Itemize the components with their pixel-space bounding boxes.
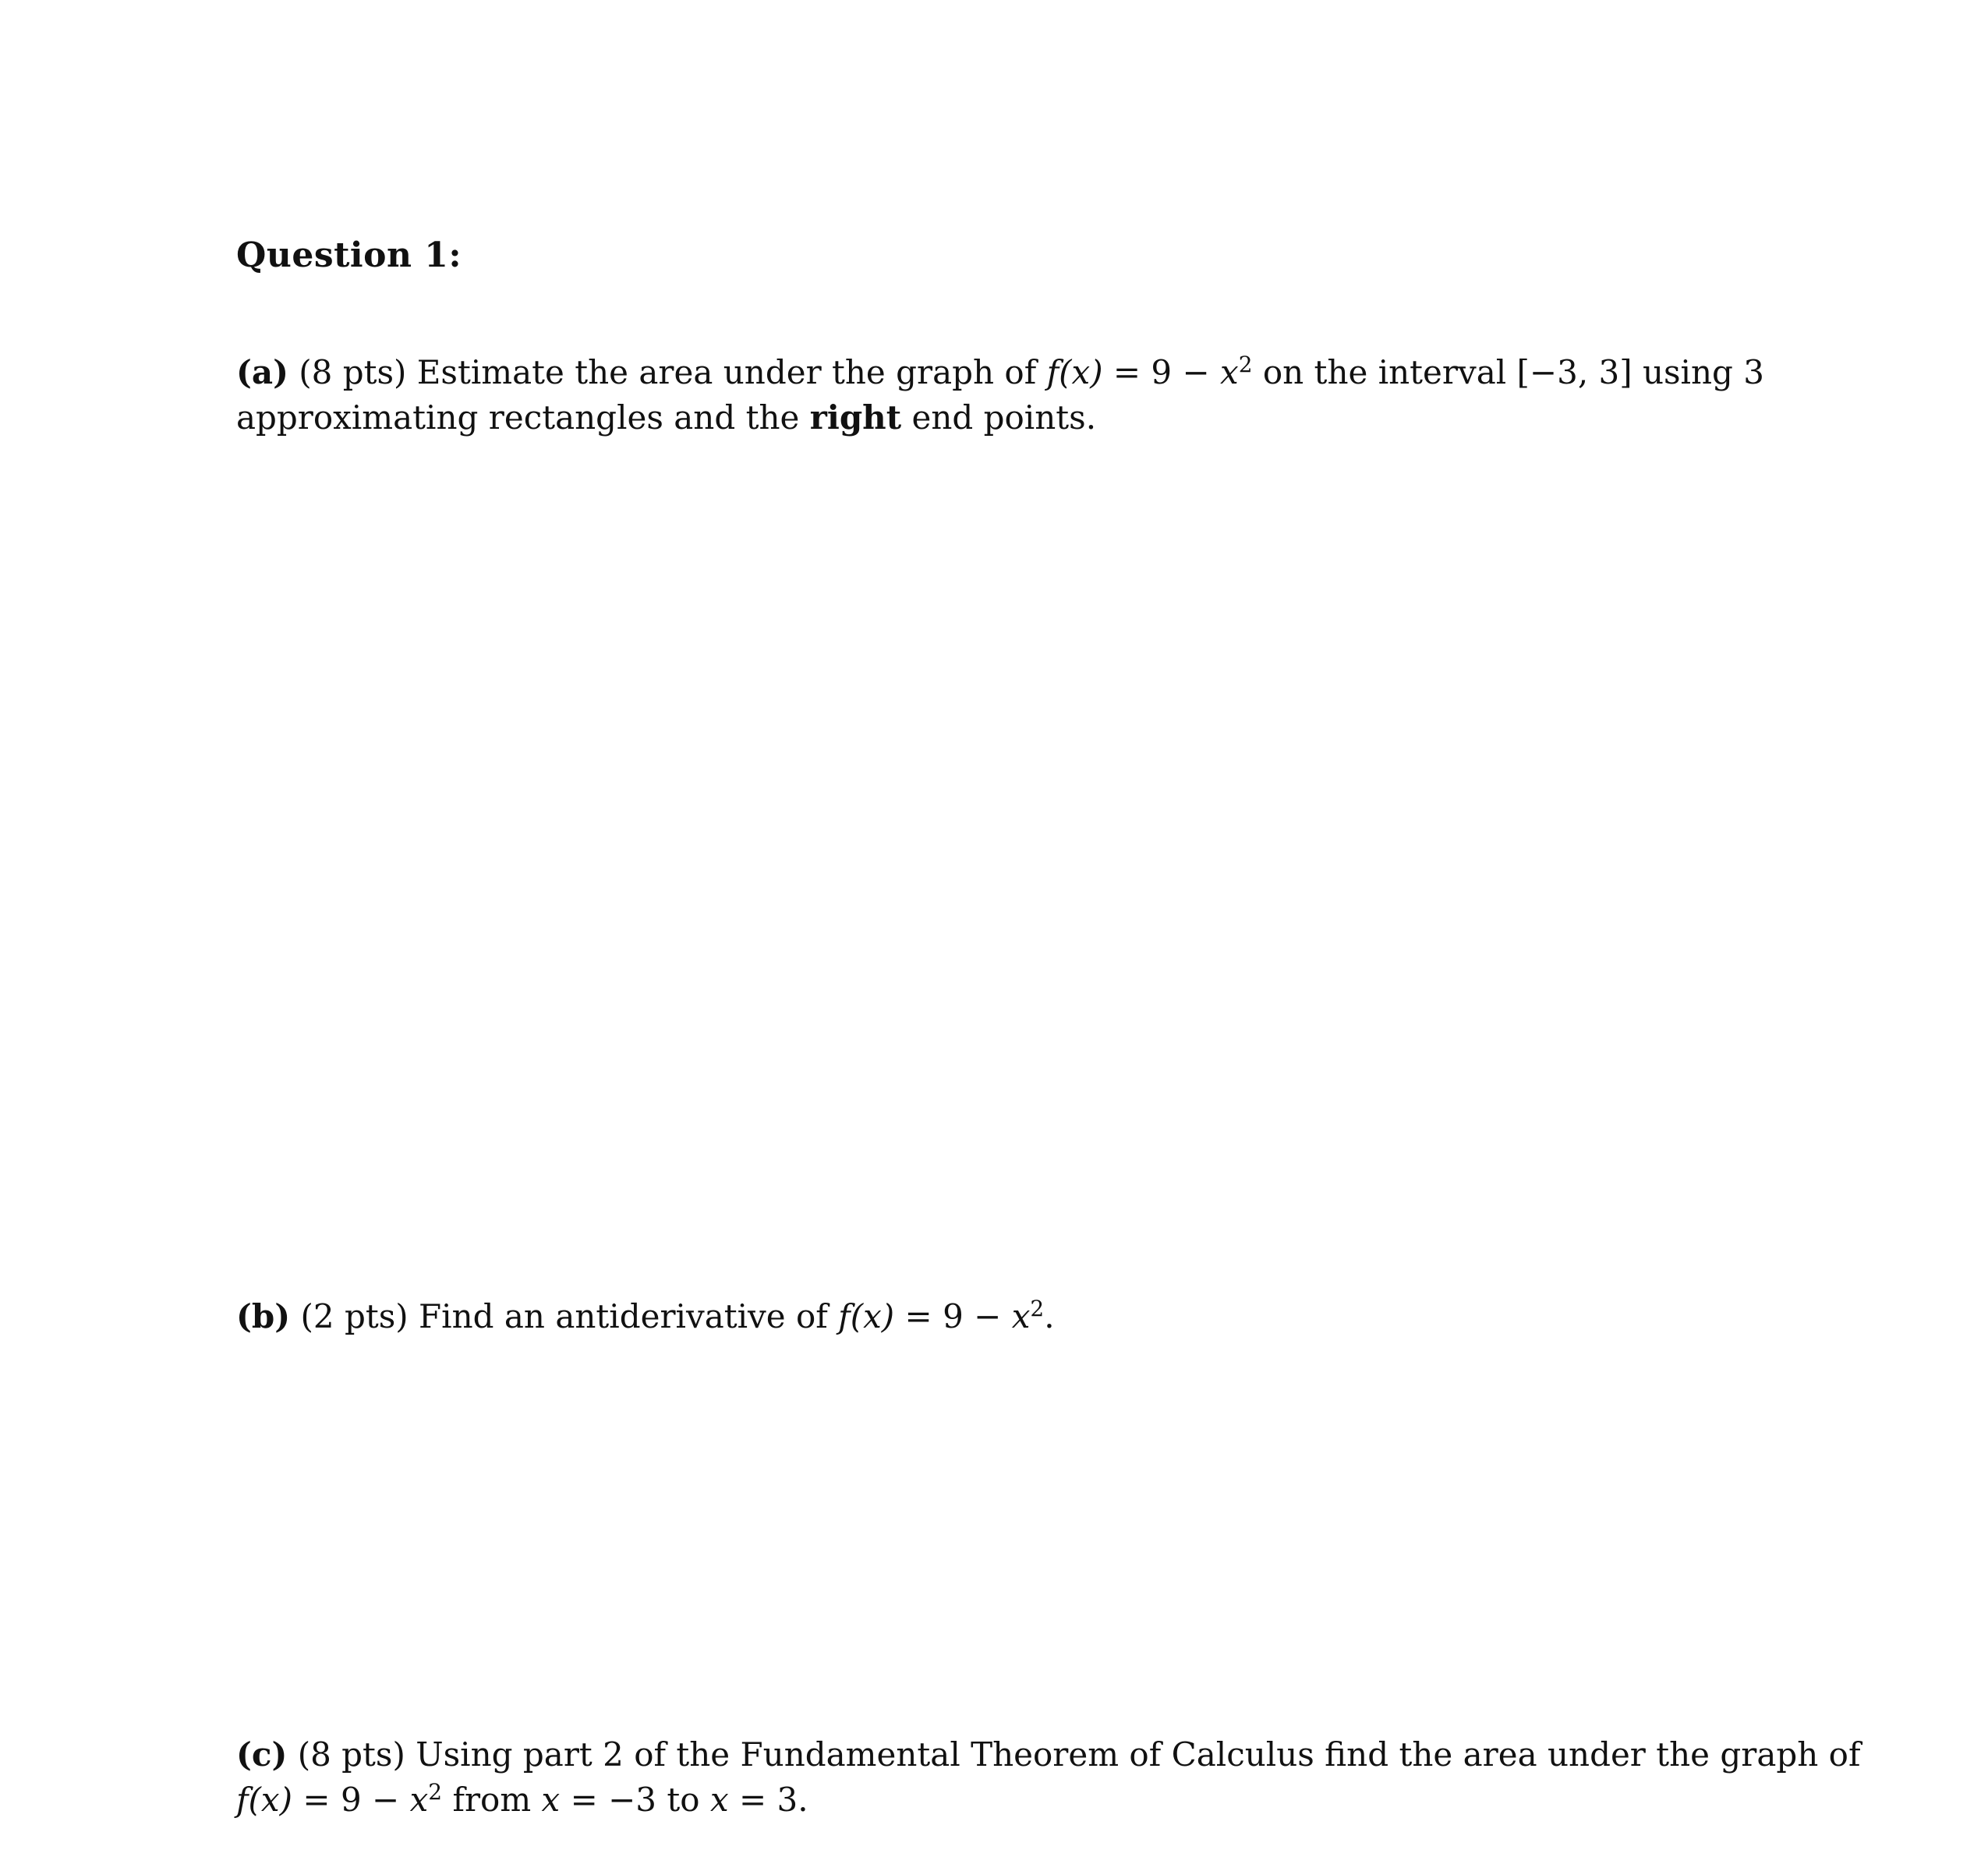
part-a-text-2: on the interval <box>1262 353 1507 391</box>
question-heading: Question 1: <box>236 235 462 275</box>
part-a-function <box>1047 350 1103 395</box>
part-c-function-arg: (x) <box>248 1781 293 1819</box>
part-c-lower-eq: = −3 <box>570 1781 657 1819</box>
part-a-line-1 <box>236 350 1764 395</box>
part-a-text-3: using 3 <box>1642 353 1764 391</box>
part-b-expr-exp: 2 <box>1030 1296 1045 1321</box>
part-c-upper-eq: = 3. <box>738 1781 808 1819</box>
part-b-end: . <box>1044 1297 1055 1335</box>
part-b-function-arg: (x) <box>850 1297 895 1335</box>
part-a-text-4: approximating rectangles and the <box>236 398 800 437</box>
part-a-equals: = <box>1113 353 1141 391</box>
part-b-expr-var: x <box>1011 1297 1031 1335</box>
part-c-line-2 <box>236 1777 1764 1823</box>
part-c-expr-var: x <box>409 1781 429 1819</box>
part-c-text-2: from <box>452 1781 532 1819</box>
part-a-expr-const: 9 − <box>1151 353 1210 391</box>
part-c-text-1: Using part 2 of the Fundamental Theorem of Calculus find the area under the graph of <box>416 1735 1861 1774</box>
part-a <box>236 350 1764 440</box>
part-b <box>236 1294 1764 1339</box>
part-c <box>236 1732 1861 1823</box>
part-a-function-name: f <box>1046 353 1059 391</box>
part-c-points: (8 pts) <box>297 1735 405 1774</box>
part-b-line-1 <box>236 1294 1764 1339</box>
part-a-expression <box>1151 350 1252 395</box>
part-a-expr-exp: 2 <box>1238 352 1253 377</box>
part-b-equals: = <box>904 1297 932 1335</box>
part-c-upper-var: x <box>709 1781 729 1819</box>
part-c-text-3: to <box>667 1781 700 1819</box>
part-c-expr-exp: 2 <box>428 1779 443 1805</box>
part-a-function-arg: (x) <box>1059 353 1103 391</box>
part-a-line-2 <box>236 395 1764 440</box>
part-c-function-name: f <box>236 1781 249 1819</box>
part-b-function-name: f <box>838 1297 851 1335</box>
part-c-expr-const: 9 − <box>340 1781 400 1819</box>
part-b-text-1: Find an antiderivative of <box>419 1297 828 1335</box>
part-b-expr-const: 9 − <box>943 1297 1002 1335</box>
part-c-lower-var: x <box>541 1781 561 1819</box>
part-b-label: (b) <box>236 1297 291 1335</box>
part-a-text-5: end points. <box>911 398 1097 437</box>
part-c-label: (c) <box>236 1735 288 1774</box>
part-a-expr-var: x <box>1220 353 1239 391</box>
part-c-equals: = <box>302 1781 331 1819</box>
part-b-points: (2 pts) <box>300 1297 409 1335</box>
part-c-line-1 <box>236 1732 1861 1777</box>
part-a-emphasis: right <box>809 398 902 437</box>
part-a-interval: [−3, 3] <box>1516 353 1632 391</box>
part-a-label: (a) <box>236 353 288 391</box>
part-a-text-1: Estimate the area under the graph of <box>416 353 1037 391</box>
part-a-points: (8 pts) <box>299 353 407 391</box>
